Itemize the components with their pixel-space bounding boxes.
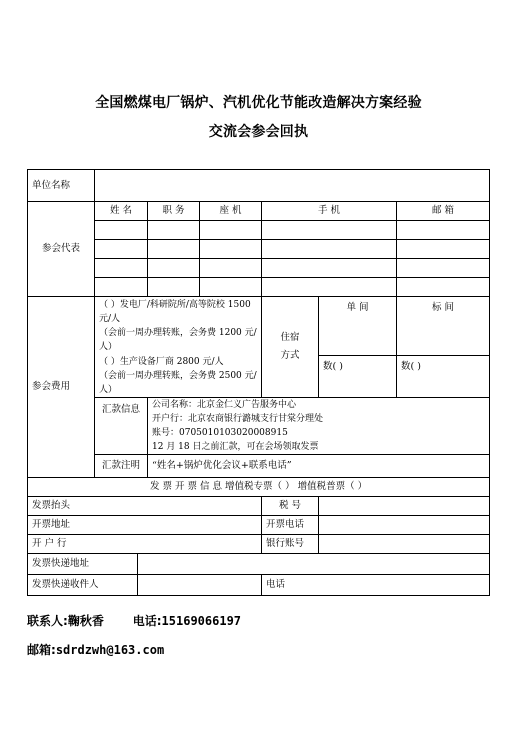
remit-company: 公司名称：北京金仁义广告服务中心 xyxy=(152,400,297,410)
delegate-cell[interactable] xyxy=(148,278,200,297)
invoice-phone-field[interactable] xyxy=(319,516,490,535)
col-position-header: 职 务 xyxy=(148,202,200,221)
delivery-recipient-label: 发票快递收件人 xyxy=(28,575,138,596)
col-landline-header: 座 机 xyxy=(200,202,262,221)
delegate-cell[interactable] xyxy=(95,221,148,240)
delivery-address-field[interactable] xyxy=(138,554,490,575)
fee-option-2[interactable] xyxy=(95,355,262,398)
delegate-cell[interactable] xyxy=(262,259,397,278)
fee-option-1[interactable] xyxy=(95,297,262,356)
page-title-line2: 交流会参会回执 xyxy=(208,124,309,140)
delegate-cell[interactable] xyxy=(95,278,148,297)
delegate-cell[interactable] xyxy=(200,259,262,278)
delegate-cell[interactable] xyxy=(95,240,148,259)
delegate-cell[interactable] xyxy=(200,221,262,240)
email-line xyxy=(27,641,164,658)
col-mobile-header: 手 机 xyxy=(262,202,397,221)
tax-no-label: 税 号 xyxy=(262,497,319,516)
unit-name-field[interactable] xyxy=(95,170,490,202)
delegate-cell[interactable] xyxy=(397,221,490,240)
standard-room-label: 标 间 xyxy=(397,297,490,356)
delegate-cell[interactable] xyxy=(148,240,200,259)
unit-name-label: 单位名称 xyxy=(28,170,95,202)
phone-label: 电话 xyxy=(262,575,319,596)
contact-phone-value: 15169066197 xyxy=(161,614,242,628)
delegate-cell[interactable] xyxy=(262,278,397,297)
invoice-phone-label: 开票电话 xyxy=(262,516,319,535)
contact-person-name: 鞠秋香 xyxy=(67,614,104,628)
delivery-recipient-field[interactable] xyxy=(138,575,262,596)
delivery-address-label: 发票快递地址 xyxy=(28,554,138,575)
remit-account: 账号：0705010103020008915 xyxy=(152,428,288,438)
email-value[interactable]: sdrdzwh@163.com xyxy=(55,643,165,657)
email-label: 邮箱: xyxy=(27,643,56,657)
standard-room-count[interactable]: 数( ) xyxy=(397,355,490,398)
remit-bank: 开户行：北京农商银行潞城支行甘棠分理处 xyxy=(152,414,324,424)
delegate-cell[interactable] xyxy=(200,278,262,297)
delegate-cell[interactable] xyxy=(148,259,200,278)
registration-form-table xyxy=(27,169,490,596)
lodging-label-text: 住宿方式 xyxy=(280,332,300,361)
delegate-cell[interactable] xyxy=(397,259,490,278)
page-title-line1: 全国燃煤电厂锅炉、汽机优化节能改造解决方案经验 xyxy=(95,95,422,111)
remit-deadline: 12 月 18 日之前汇款，可在会场领取发票 xyxy=(152,442,319,452)
delegate-cell[interactable] xyxy=(200,240,262,259)
bank-account-label: 银行账号 xyxy=(262,535,319,554)
remit-info-label: 汇款信息 xyxy=(95,398,148,455)
tax-no-field[interactable] xyxy=(319,497,490,516)
lodging-label xyxy=(262,297,319,398)
delegates-label: 参会代表 xyxy=(28,202,95,297)
invoice-header[interactable]: 发 票 开 票 信 息 增值税专票（ ） 增值税普票（ ） xyxy=(28,478,490,497)
fee-label: 参会费用 xyxy=(28,297,95,478)
contact-person-label: 联系人: xyxy=(27,614,68,628)
remit-note-label: 汇款注明 xyxy=(95,455,148,478)
delegate-cell[interactable] xyxy=(262,221,397,240)
delegate-cell[interactable] xyxy=(397,278,490,297)
bank-label: 开 户 行 xyxy=(28,535,262,554)
remit-note: “姓名+锅炉优化会议+联系电话” xyxy=(148,455,490,478)
delegate-cell[interactable] xyxy=(148,221,200,240)
delegate-cell[interactable] xyxy=(95,259,148,278)
contact-phone-label: 电话: xyxy=(132,614,162,628)
contact-line xyxy=(27,612,241,629)
fee-option-1-line1: （ ）发电厂/科研院所/高等院校 1500 元/人 xyxy=(99,300,251,324)
single-room-label: 单 间 xyxy=(319,297,397,356)
delegate-cell[interactable] xyxy=(262,240,397,259)
invoice-title-label: 发票抬头 xyxy=(28,497,262,516)
fee-option-2-line2: （会前一周办理转账，会务费 2500 元/人） xyxy=(99,371,257,395)
fee-option-2-line1: （ ）生产设备厂商 2800 元/人 xyxy=(99,357,224,367)
col-name-header: 姓 名 xyxy=(95,202,148,221)
col-email-header: 邮 箱 xyxy=(397,202,490,221)
phone-field[interactable] xyxy=(319,575,490,596)
single-room-count[interactable]: 数( ) xyxy=(319,355,397,398)
bank-account-field[interactable] xyxy=(319,535,490,554)
invoice-address-label: 开票地址 xyxy=(28,516,262,535)
fee-option-1-line2: （会前一周办理转账，会务费 1200 元/人） xyxy=(99,328,257,352)
delegate-cell[interactable] xyxy=(397,240,490,259)
remit-info-block xyxy=(148,398,490,455)
